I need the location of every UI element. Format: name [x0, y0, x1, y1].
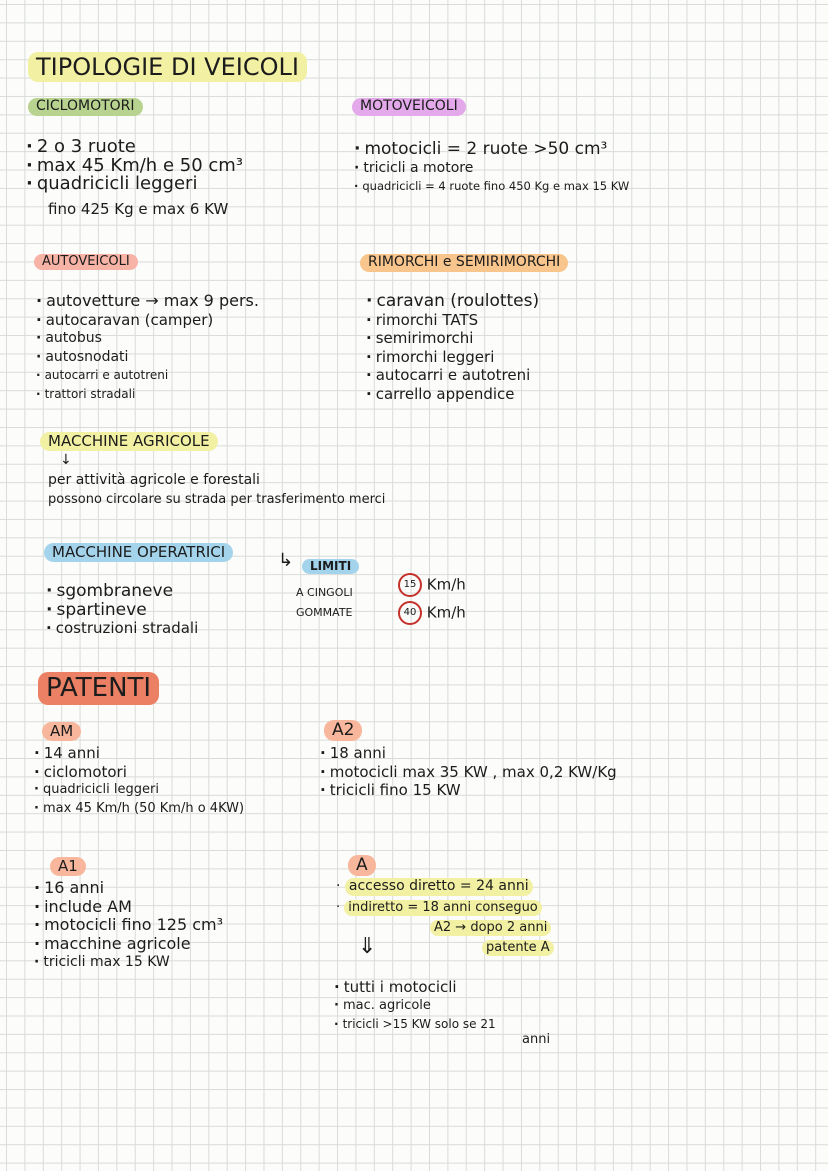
- list-item: · 14 anni: [34, 744, 244, 763]
- list-item: · costruzioni stradali: [46, 619, 198, 638]
- list-item: · tricicli fino 15 KW: [320, 781, 617, 800]
- list-item: · tricicli >15 KW solo se 21: [334, 1015, 496, 1034]
- ciclomotori-list: [26, 138, 243, 194]
- list-item: · semirimorchi: [366, 329, 539, 348]
- agricole-line1: per attività agricole e forestali: [48, 472, 260, 488]
- limiti-unit: Km/h: [426, 603, 466, 622]
- autoveicoli-heading: AUTOVEICOLI: [34, 254, 138, 270]
- list-item: · 16 anni: [34, 879, 223, 898]
- license-a-indirect-3: patente A: [482, 940, 554, 956]
- list-item: · 2 o 3 ruote: [26, 138, 243, 157]
- double-arrow-down-icon: ⇓: [358, 934, 377, 959]
- list-item: · tutti i motocicli: [334, 978, 496, 997]
- list-item: · mac. agricole: [334, 997, 496, 1016]
- license-a-items-tail: anni: [522, 1032, 551, 1047]
- list-item: · sgombraneve: [46, 582, 198, 601]
- list-item: · ciclomotori: [34, 763, 244, 782]
- list-item: · tricicli a motore: [354, 159, 629, 178]
- list-item: · caravan (roulottes): [366, 292, 539, 311]
- list-item: · include AM: [34, 898, 223, 917]
- list-item: · autocaravan (camper): [36, 311, 259, 330]
- limiti-row: [296, 606, 353, 619]
- speed-limit-icon: 40: [398, 601, 422, 625]
- list-item: · motocicli = 2 ruote >50 cm³: [354, 140, 629, 159]
- limiti-value-row: [398, 601, 466, 625]
- ciclomotori-heading: CICLOMOTORI: [28, 98, 143, 116]
- list-item: · quadricicli = 4 ruote fino 450 Kg e max 15 KW: [354, 177, 629, 196]
- list-item: · motocicli fino 125 cm³: [34, 916, 223, 935]
- agricole-heading: MACCHINE AGRICOLE: [40, 432, 218, 451]
- list-item: · carrello appendice: [366, 385, 539, 404]
- rimorchi-list: [366, 292, 539, 403]
- list-item: · trattori stradali: [36, 385, 259, 404]
- list-item: · motocicli max 35 KW , max 0,2 KW/Kg: [320, 763, 617, 782]
- list-item: · rimorchi leggeri: [366, 348, 539, 367]
- page-title: TIPOLOGIE DI VEICOLI: [28, 52, 307, 82]
- license-a1-heading: A1: [50, 857, 86, 876]
- list-item: · spartineve: [46, 601, 198, 620]
- limiti-unit: Km/h: [426, 575, 466, 594]
- operatrici-heading: MACCHINE OPERATRICI: [44, 543, 233, 562]
- ciclomotori-note: fino 425 Kg e max 6 KW: [48, 200, 229, 218]
- list-item: · 18 anni: [320, 744, 617, 763]
- arrow-right-icon: ↳: [278, 550, 294, 571]
- list-item: · autocarri e autotreni: [36, 366, 259, 385]
- list-item: · autosnodati: [36, 348, 259, 367]
- list-item: · macchine agricole: [34, 935, 223, 954]
- list-item: · autocarri e autotreni: [366, 366, 539, 385]
- arrow-down-icon: ↓: [60, 452, 72, 468]
- limiti-heading: LIMITI: [302, 559, 359, 574]
- limiti-value-row: [398, 573, 466, 597]
- list-item: · quadricicli leggeri: [26, 175, 243, 194]
- list-item: · autobus: [36, 329, 259, 348]
- rimorchi-heading: RIMORCHI e SEMIRIMORCHI: [360, 254, 568, 272]
- limiti-label: A CINGOLI: [296, 586, 353, 599]
- list-item: · max 45 Km/h (50 Km/h o 4KW): [34, 800, 244, 819]
- license-a2-heading: A2: [324, 720, 362, 741]
- list-item: · quadricicli leggeri: [34, 781, 244, 800]
- license-a1-list: [34, 879, 223, 972]
- speed-limit-icon: 15: [398, 573, 422, 597]
- license-a-indirect-2: A2 → dopo 2 anni: [430, 920, 551, 936]
- limiti-label: GOMMATE: [296, 606, 353, 619]
- license-a2-list: [320, 744, 617, 800]
- autoveicoli-list: [36, 292, 259, 403]
- license-a-heading: A: [348, 855, 376, 876]
- list-item: · tricicli max 15 KW: [34, 953, 223, 972]
- motoveicoli-heading: MOTOVEICOLI: [352, 98, 466, 116]
- patenti-title: PATENTI: [38, 672, 159, 705]
- license-a-list: [334, 978, 496, 1034]
- limiti-row: [296, 586, 396, 599]
- agricole-line2: possono circolare su strada per trasferimento merci: [48, 492, 386, 507]
- license-am-list: [34, 744, 244, 818]
- list-item: · rimorchi TATS: [366, 311, 539, 330]
- list-item: · autovetture → max 9 pers.: [36, 292, 259, 311]
- license-am-heading: AM: [42, 722, 81, 741]
- license-a-direct: · accesso diretto = 24 anni: [336, 878, 533, 896]
- operatrici-list: [46, 582, 198, 638]
- motoveicoli-list: [354, 140, 629, 196]
- list-item: · max 45 Km/h e 50 cm³: [26, 157, 243, 176]
- license-a-indirect: · indiretto = 18 anni conseguo: [336, 900, 542, 916]
